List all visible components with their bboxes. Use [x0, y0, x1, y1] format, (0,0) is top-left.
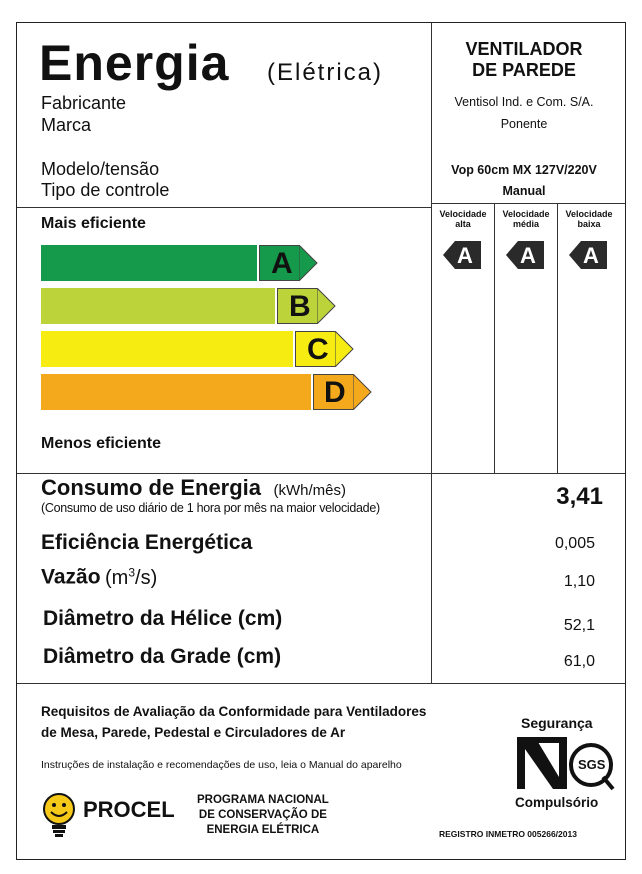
sgs-text: SGS [578, 757, 606, 772]
class-bar-b [41, 288, 275, 324]
modelo-value: Vop 60cm MX 127V/220V [451, 163, 597, 177]
programa-line2: DE CONSERVAÇÃO DE [198, 809, 327, 821]
consumo-value: 3,41 [556, 483, 603, 510]
class-tag-c-arrow [335, 331, 355, 367]
product-type-line2: DE PAREDE [472, 60, 576, 80]
grade-value: 61,0 [563, 653, 595, 670]
consumo-unit: (kWh/mês) [273, 482, 346, 499]
divider-metrics-bottom [17, 683, 625, 684]
requisitos-line2: de Mesa, Parede, Pedestal e Circuladores de Ar [41, 725, 346, 740]
speed-high-header-line1: Velocidade [439, 209, 487, 219]
vazao-label: Vazão [41, 565, 101, 589]
speed-high-rating-letter: A [457, 243, 473, 268]
menos-eficiente-label: Menos eficiente [41, 435, 162, 452]
grade-label: Diâmetro da Grade (cm) [43, 645, 282, 668]
fabricante-label: Fabricante [41, 93, 127, 113]
vazao-unit [105, 567, 157, 589]
programa-line1: PROGRAMA NACIONAL [197, 794, 329, 806]
divider-scale-bottom [17, 473, 625, 474]
class-letter-a: A [271, 247, 293, 280]
class-tag-c [295, 331, 355, 367]
speed-medium-header-line1: Velocidade [502, 209, 550, 219]
energy-label [16, 22, 626, 860]
product-type-line1: VENTILADOR [465, 39, 583, 59]
consumo-note: (Consumo de uso diário de 1 hora por mês na maior velocidade) [41, 501, 380, 515]
modelo-label: Modelo/tensão [41, 159, 160, 179]
label-subtitle: (Elétrica) [267, 59, 384, 86]
controle-label: Tipo de controle [41, 180, 170, 200]
class-tag-d [313, 374, 373, 410]
class-bar-d [41, 374, 311, 410]
vazao-unit-sup: 3 [128, 565, 136, 579]
inmetro-seal [515, 735, 615, 791]
seguranca-label: Segurança [521, 715, 593, 731]
speed-medium-header-line2: média [512, 219, 539, 229]
consumo-label: Consumo de Energia [41, 475, 262, 500]
marca-label: Marca [41, 115, 92, 135]
vazao-row [41, 565, 157, 590]
speed-high-header-line2: alta [455, 219, 471, 229]
compulsorio-label: Compulsório [515, 795, 599, 810]
instrucoes-text: Instruções de instalação e recomendações de uso, leia o Manual do aparelho [41, 759, 402, 771]
vazao-unit-pre: (m [105, 566, 129, 589]
requisitos-line1: Requisitos de Avaliação da Conformidade para Ventiladores [41, 704, 427, 719]
divider-scale-left [17, 207, 431, 208]
class-tag-a-arrow [299, 245, 319, 281]
speed-high-header [432, 209, 494, 229]
class-tag-b [277, 288, 337, 324]
divider-speed-2 [557, 203, 558, 473]
requisitos-text [41, 701, 426, 743]
vazao-value: 1,10 [563, 573, 595, 590]
fabricante-value: Ventisol Ind. e Com. S/A. [454, 95, 594, 109]
speed-medium-rating [506, 241, 544, 269]
speed-medium-rating-letter: A [520, 243, 536, 268]
class-letter-b: B [289, 290, 311, 323]
mais-eficiente-label: Mais eficiente [41, 215, 146, 232]
eficiencia-label: Eficiência Energética [41, 531, 253, 554]
divider-speed-1 [494, 203, 495, 473]
speed-low-header-line1: Velocidade [565, 209, 613, 219]
helice-value: 52,1 [563, 617, 595, 634]
speed-low-rating [569, 241, 607, 269]
programa-text [197, 793, 329, 838]
class-tag-a [259, 245, 319, 281]
product-type [431, 39, 617, 81]
speed-medium-header [495, 209, 557, 229]
class-tag-d-arrow [353, 374, 373, 410]
lightbulb-icon [39, 791, 79, 841]
class-bar-a [41, 245, 257, 281]
marca-value: Ponente [500, 117, 548, 131]
registro-inmetro: REGISTRO INMETRO 005266/2013 [439, 829, 577, 839]
speed-low-header-line2: baixa [577, 219, 601, 229]
programa-line3: ENERGIA ELÉTRICA [206, 824, 320, 836]
vazao-unit-post: /s) [135, 566, 158, 589]
speed-low-rating-letter: A [583, 243, 599, 268]
helice-label: Diâmetro da Hélice (cm) [43, 607, 283, 630]
class-letter-c: C [307, 333, 329, 366]
class-bar-c [41, 331, 293, 367]
procel-name: PROCEL [83, 797, 175, 822]
divider-header [431, 203, 625, 204]
eficiencia-value: 0,005 [554, 535, 595, 552]
speed-high-rating [443, 241, 481, 269]
consumo-row [41, 475, 346, 501]
speed-low-header [558, 209, 620, 229]
class-letter-d: D [324, 376, 346, 409]
class-tag-b-arrow [317, 288, 337, 324]
procel-logo [39, 791, 79, 841]
controle-value: Manual [502, 184, 546, 198]
label-title: Energia [39, 35, 230, 91]
